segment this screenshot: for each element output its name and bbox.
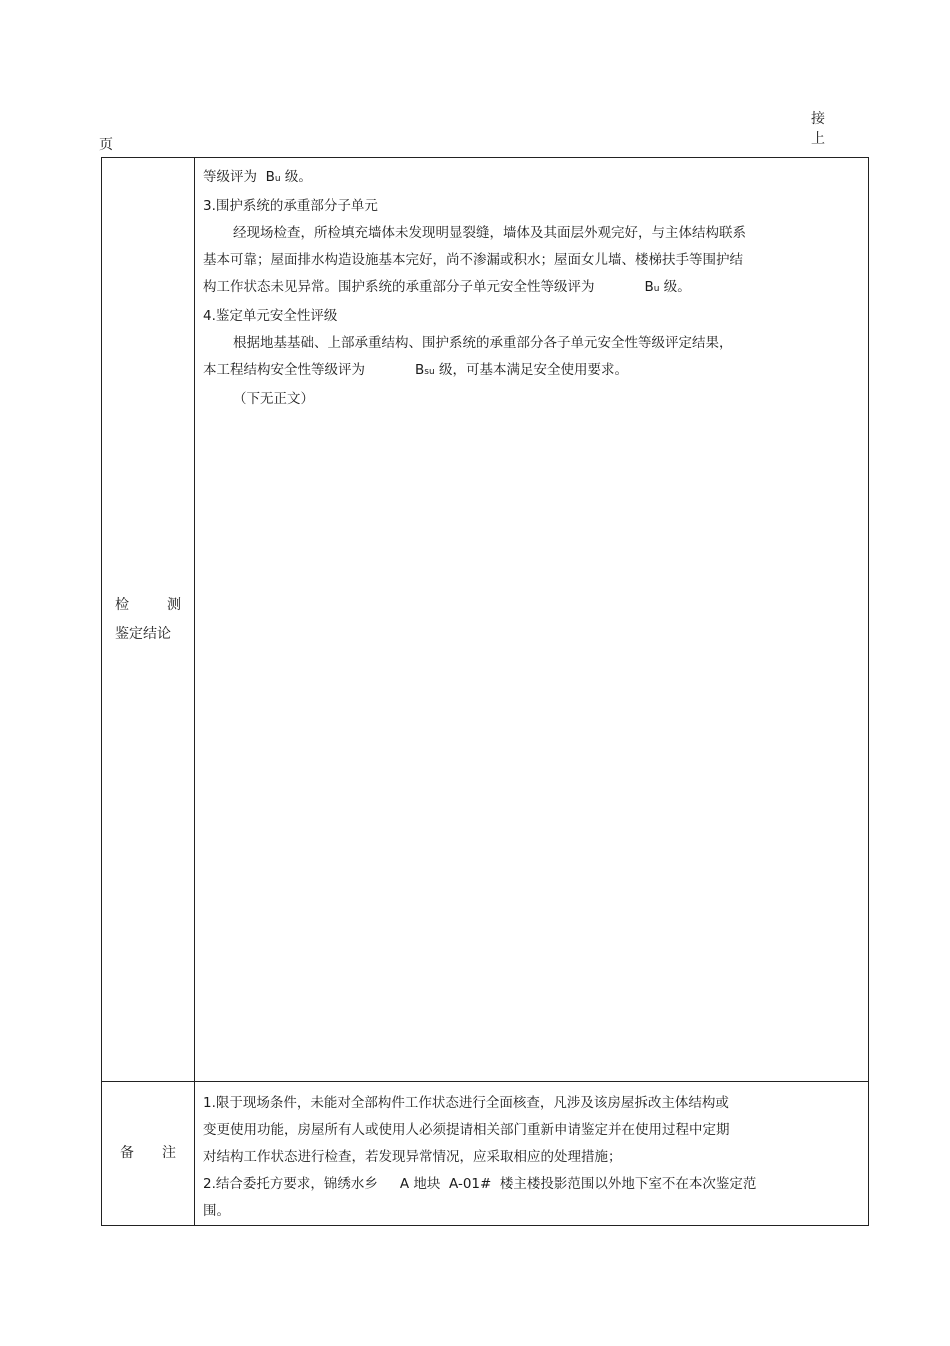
section3-line2: 基本可靠；屋面排水构造设施基本完好，尚不渗漏或积水；屋面女儿墙、楼梯扶手等围护结 <box>203 252 743 268</box>
section3-title: 3.围护系统的承重部分子单元 <box>203 198 378 214</box>
remarks-content-cell <box>195 1082 869 1226</box>
remarks-label-char-2: 注 <box>162 1145 176 1161</box>
remark-line-1: 1.限于现场条件，未能对全部构件工作状态进行全面核查，凡涉及该房屋拆改主体结构或 <box>203 1095 729 1111</box>
end-of-text-note: （下无正文） <box>233 391 314 407</box>
section4-title: 4.鉴定单元安全性评级 <box>203 308 338 324</box>
conclusion-row <box>102 158 869 1082</box>
continued-from-previous-label: 接 上 <box>811 111 839 147</box>
section4-line2: 本工程结构安全性等级评为 Bsu 级，可基本满足安全使用要求。 <box>203 362 628 378</box>
grade-line: 等级评为 Bu 级。 <box>203 169 312 185</box>
remarks-row <box>102 1082 869 1226</box>
conclusion-content-cell <box>195 158 869 1082</box>
remarks-label-cell <box>102 1082 195 1226</box>
report-table <box>101 157 869 1226</box>
conclusion-label-char-2: 测 <box>167 596 181 613</box>
remark-line-2: 变更使用功能，房屋所有人或使用人必须提请相关部门重新申请鉴定并在使用过程中定期 <box>203 1122 730 1138</box>
section4-line1: 根据地基基础、上部承重结构、围护系统的承重部分各子单元安全性等级评定结果， <box>233 335 733 351</box>
remark-line-4: 2.结合委托方要求，锦绣水乡 A 地块 A-01# 楼主楼投影范围以外地下室不在本次鉴定范 <box>203 1176 757 1192</box>
remark-line-5: 围。 <box>203 1203 230 1219</box>
remark-line-3: 对结构工作状态进行检查，若发现异常情况，应采取相应的处理措施； <box>203 1149 622 1165</box>
section3-line3: 构工作状态未见异常。围护系统的承重部分子单元安全性等级评为 Bu 级。 <box>203 279 691 295</box>
conclusion-label-line2: 鉴定结论 <box>115 625 171 642</box>
continued-from-previous-label-end: 页 <box>99 137 113 153</box>
remarks-label-char-1: 备 <box>120 1145 134 1161</box>
conclusion-label-cell <box>102 158 195 1082</box>
conclusion-label-char-1: 检 <box>115 596 129 613</box>
section3-line1: 经现场检查，所检填充墙体未发现明显裂缝，墙体及其面层外观完好，与主体结构联系 <box>233 225 746 241</box>
